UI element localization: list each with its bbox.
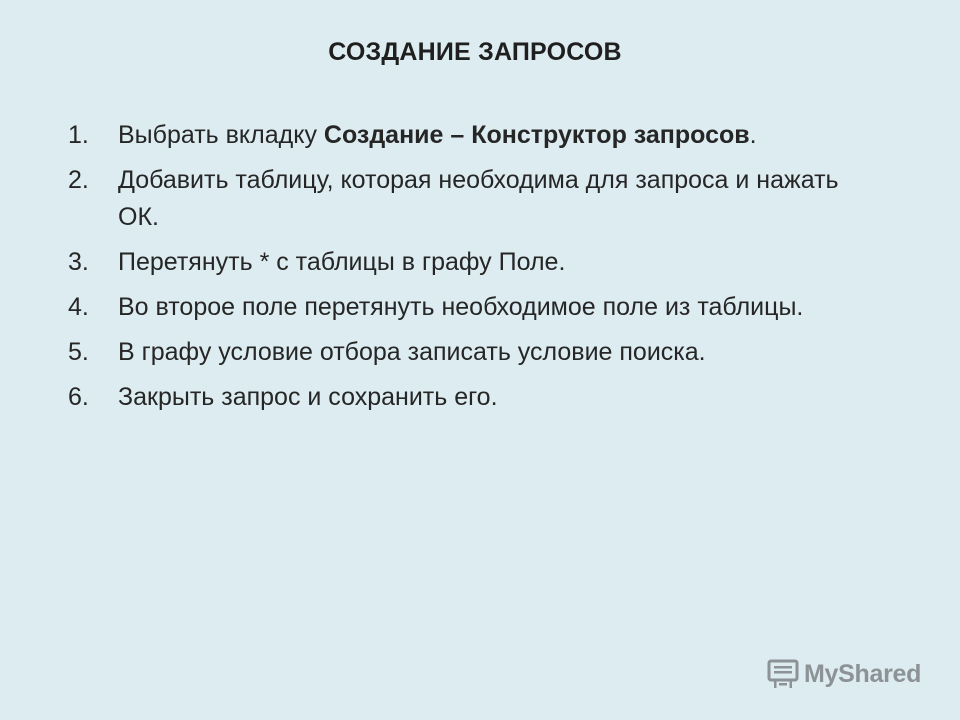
step-number: 2. [68, 166, 89, 194]
list-item [68, 334, 868, 371]
list-item [68, 117, 868, 154]
step-number: 3. [68, 248, 89, 276]
list-item [68, 162, 868, 236]
presentation-board-icon [766, 657, 800, 691]
watermark[interactable] [766, 657, 921, 691]
list-item [68, 379, 868, 416]
step-text: Закрыть запрос и сохранить его. [118, 383, 498, 411]
list-item [68, 289, 868, 326]
slide-title: СОЗДАНИЕ ЗАПРОСОВ [328, 38, 622, 66]
step-number: 5. [68, 338, 89, 366]
step-text: В графу условие отбора записать условие поиска. [118, 338, 706, 366]
list-item [68, 244, 868, 281]
watermark-text: MyShared [804, 659, 922, 688]
step-number: 6. [68, 383, 89, 411]
step-text: Во второе поле перетянуть необходимое поле из таблицы. [118, 293, 804, 321]
step-text-bold: Создание – Конструктор запросов [323, 121, 750, 149]
step-text: Перетянуть * с таблицы в графу Поле. [118, 248, 566, 276]
step-number: 4. [68, 293, 89, 321]
step-text-end: . [749, 121, 757, 149]
steps-list [68, 117, 868, 424]
step-number: 1. [68, 121, 89, 149]
step-text: Добавить таблицу, которая необходима для запроса и нажать ОК. [118, 166, 839, 231]
step-text: Выбрать вкладку [118, 121, 324, 149]
